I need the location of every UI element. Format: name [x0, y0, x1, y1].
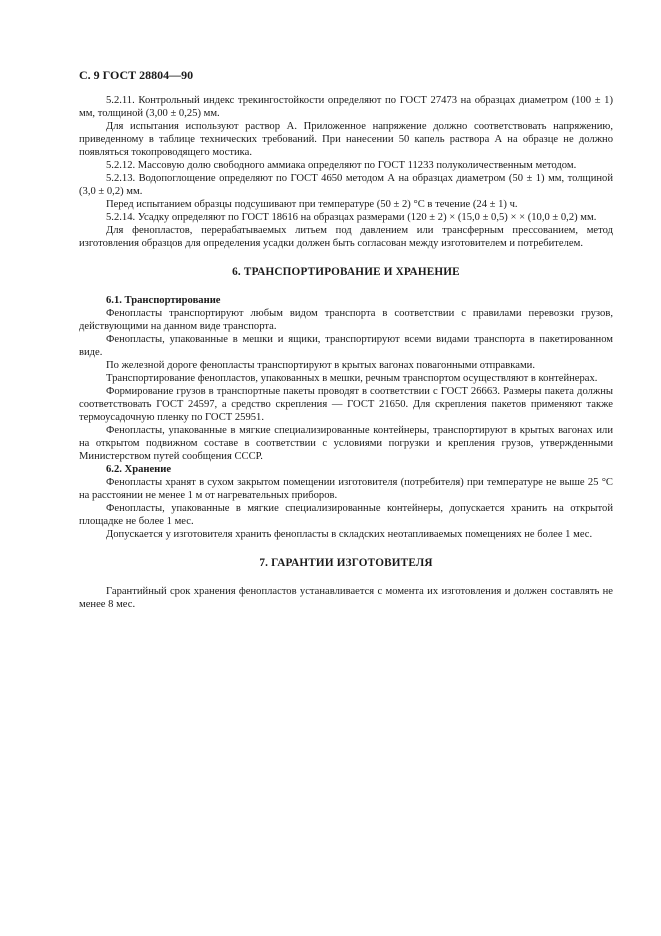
paragraph-warranty: Гарантийный срок хранения фенопластов устанавливается с момента их изготовления и должен составлять не менее 8 мес.: [79, 586, 613, 610]
paragraph-storage-dry: Фенопласты хранят в сухом закрытом помещении изготовителя (потребителя) при температуре не выше 25 °С на расстоянии не менее 1 м от нагревательных приборов.: [79, 477, 613, 501]
paragraph-5-2-12: 5.2.12. Массовую долю свободного аммиака определяют по ГОСТ 11233 полуколичественным методом.: [106, 160, 577, 171]
paragraph-transport-packed: Фенопласты, упакованные в мешки и ящики, транспортируют всеми видами транспорта в пакетированном виде.: [79, 334, 613, 358]
section-7-body: [79, 585, 613, 611]
paragraph-transport-rail: По железной дороге фенопласты транспортируют в крытых вагонах повагонными отправками.: [106, 360, 535, 371]
paragraph-5-2-11: 5.2.11. Контрольный индекс трекингостойкости определяют по ГОСТ 27473 на образцах диаметром (100 ± 1) мм, толщиной (3,00 ± 0,25) мм.: [79, 95, 613, 119]
section-6-title: 6. ТРАНСПОРТИРОВАНИЕ И ХРАНЕНИЕ: [232, 266, 460, 278]
subsection-6-1-heading: 6.1. Транспортирование: [106, 295, 221, 306]
paragraph-storage-open: Фенопласты, упакованные в мягкие специализированные контейнеры, допускается хранить на открытой площадке не более 1 мес.: [79, 503, 613, 527]
paragraph-transport-containers: Фенопласты, упакованные в мягкие специализированные контейнеры, транспортируют в крытых вагонах или на открытом подвижном составе в соответствии с условиями погрузки и крепления грузов, утвержденными Министерством путей сообщения СССР.: [79, 425, 613, 462]
subsection-6-2-heading: 6.2. Хранение: [106, 464, 172, 475]
paragraph-transport-river: Транспортирование фенопластов, упакованных в мешки, речным транспортом осуществляют в контейнерах.: [106, 373, 598, 384]
paragraph-storage-unheated: Допускается у изготовителя хранить фенопласты в складских неотапливаемых помещениях не более 1 мес.: [106, 529, 593, 540]
paragraph-drying: Перед испытанием образцы подсушивают при температуре (50 ± 2) °С в течение (24 ± 1) ч.: [106, 199, 518, 210]
paragraph-transport-any: Фенопласты транспортируют любым видом транспорта в соответствии с правилами перевозки грузов, действующими на данном виде транспорта.: [79, 308, 613, 332]
paragraph-transport-packages: Формирование грузов в транспортные пакеты проводят в соответствии с ГОСТ 26663. Размеры пакета должны соответствовать ГОСТ 24597, а средство скрепления — ГОСТ 21650. Для скрепления пакетов применяют также термоусадочную пленку по ГОСТ 25951.: [79, 386, 613, 423]
page-header: С. 9 ГОСТ 28804—90: [79, 68, 194, 82]
paragraph-solution-a: Для испытания используют раствор А. Приложенное напряжение должно соответствовать напряжению, приведенному в таблице технических требований. При нанесении 50 капель раствора А на образце не должно появляться токопроводящего мостика.: [79, 121, 613, 158]
paragraph-shrinkage-method: Для фенопластов, перерабатываемых литьем под давлением или трансферным прессованием, метод изготовления образцов для определения усадки должен быть согласован между изготовителем и потребителем.: [79, 225, 613, 249]
paragraph-5-2-14: 5.2.14. Усадку определяют по ГОСТ 18616 на образцах размерами (120 ± 2) × (15,0 ± 0,5) × × (10,0 ± 0,2) мм.: [106, 212, 597, 223]
top-paragraphs: [79, 94, 613, 250]
section-7-title: 7. ГАРАНТИИ ИЗГОТОВИТЕЛЯ: [259, 557, 433, 569]
paragraph-5-2-13: 5.2.13. Водопоглощение определяют по ГОСТ 4650 методом А на образцах диаметром (50 ± 1) мм, толщиной (3,0 ± 0,2) мм.: [79, 173, 613, 197]
section-7: [79, 557, 613, 611]
section-6-body: [79, 294, 613, 541]
